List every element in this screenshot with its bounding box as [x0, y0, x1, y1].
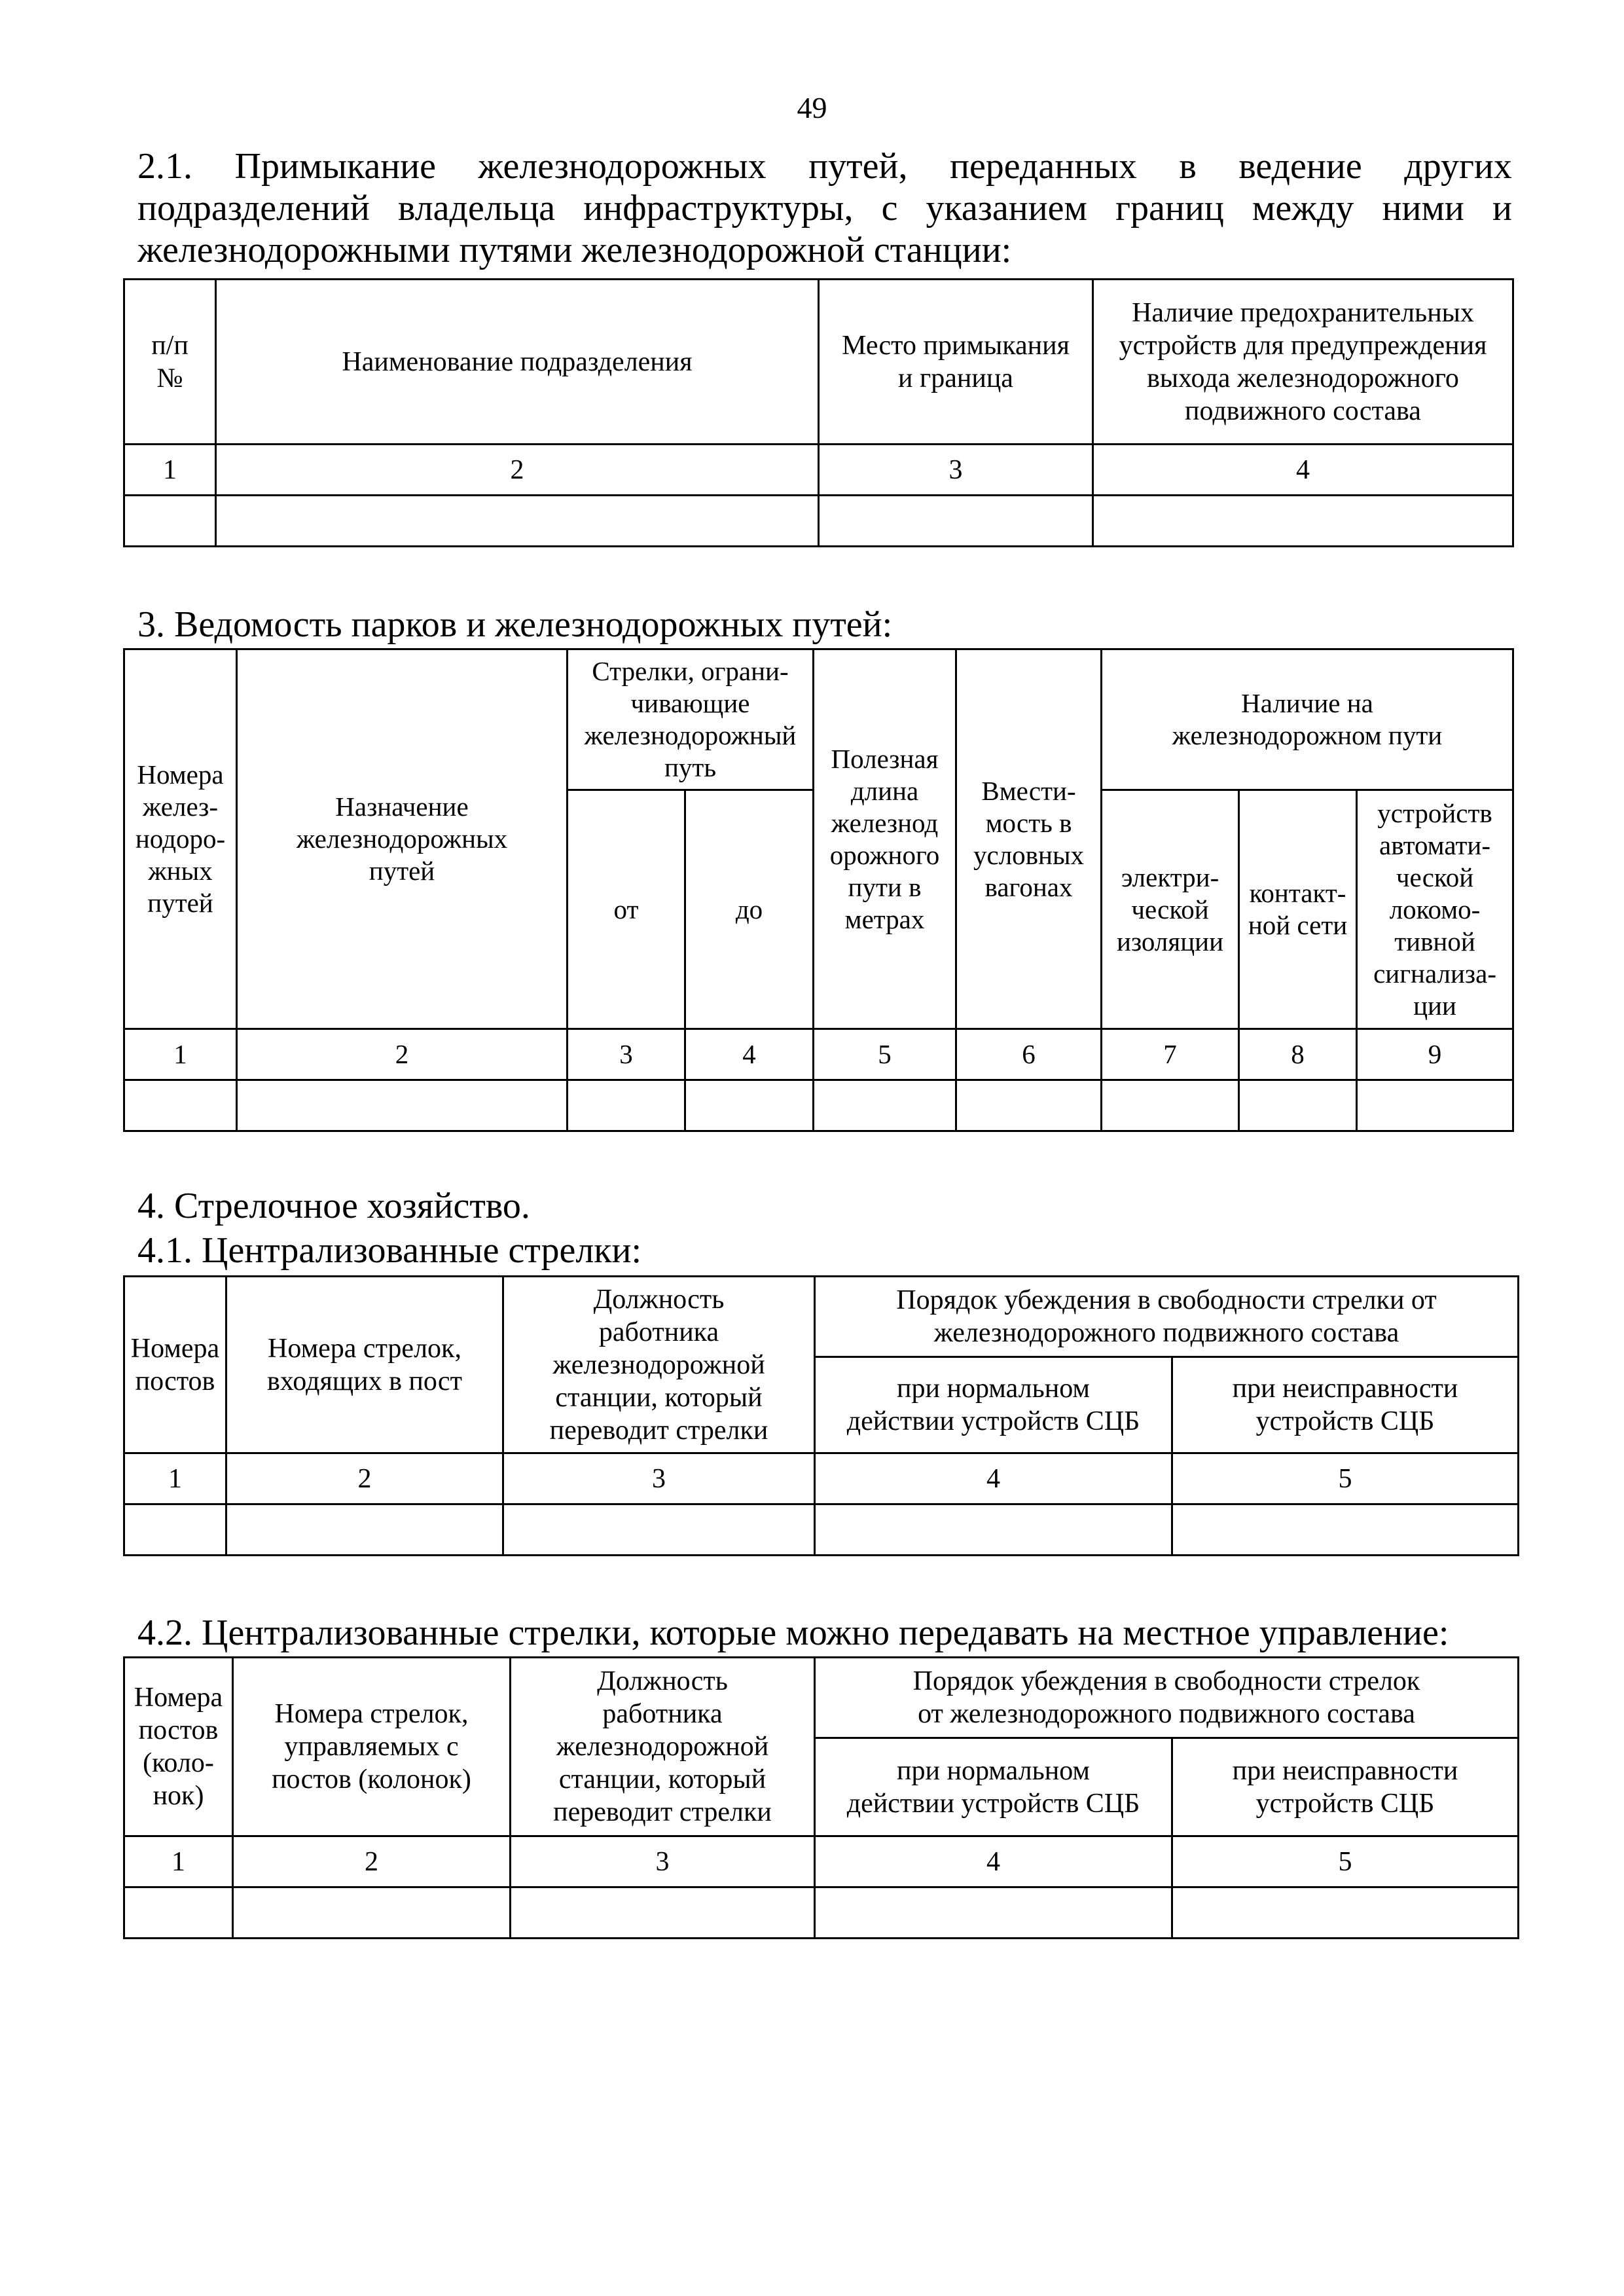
col-header-fault: при неисправности устройств СЦБ — [1172, 1738, 1519, 1836]
table-header-row — [124, 280, 1513, 445]
empty-cell[interactable] — [124, 496, 216, 547]
page-number: 49 — [797, 91, 827, 124]
column-number: 4 — [685, 1029, 814, 1080]
col-header-normal-operation: при нормальном действии устройств СЦБ — [815, 1357, 1172, 1453]
empty-cell[interactable] — [503, 1504, 815, 1556]
column-number: 1 — [124, 1836, 233, 1887]
col-header-junction: Место примыкания и граница — [819, 280, 1093, 445]
col-header-procedure: Порядок убеждения в свободности стрелки от железнодорожного подвижного состава — [815, 1277, 1519, 1357]
heading-word: подразделений — [137, 188, 370, 228]
heading-word: Примыкание — [234, 146, 436, 187]
column-number: 1 — [124, 445, 216, 496]
empty-cell[interactable] — [216, 496, 819, 547]
column-number: 5 — [814, 1029, 956, 1080]
column-number: 2 — [237, 1029, 568, 1080]
col-header-to: до — [685, 790, 814, 1029]
col-header-number: п/п № — [124, 280, 216, 445]
heading-word: и — [1492, 188, 1512, 228]
heading-word: 2.1. — [137, 146, 192, 187]
heading-word: ведение — [1238, 146, 1362, 187]
empty-cell[interactable] — [1239, 1080, 1357, 1131]
heading-word: границ — [1115, 188, 1224, 228]
column-number: 1 — [124, 1029, 237, 1080]
column-number: 4 — [815, 1836, 1172, 1887]
table-adjacent-tracks — [123, 278, 1514, 547]
empty-cell[interactable] — [815, 1887, 1172, 1939]
column-number: 2 — [233, 1836, 511, 1887]
empty-data-row — [124, 496, 1513, 547]
empty-cell[interactable] — [1093, 496, 1513, 547]
table-header-row-1 — [124, 1277, 1519, 1357]
col-header-electric-insulation: электри- ческой изоляции — [1102, 790, 1239, 1029]
column-number: 5 — [1172, 1836, 1519, 1887]
heading-line-3 — [137, 229, 1512, 271]
col-header-normal-operation: при нормальном действии устройств СЦБ — [815, 1738, 1172, 1836]
column-number-row — [124, 445, 1513, 496]
column-number: 4 — [1093, 445, 1513, 496]
col-header-procedure: Порядок убеждения в свободности стрелок от железнодорожного подвижного состава — [815, 1658, 1519, 1738]
section-4-2-heading: 4.2. Централизованные стрелки, которые можно передавать на местное управление: — [137, 1613, 1449, 1653]
col-header-useful-length: Полезная длина железнод орожного пути в метрах — [814, 649, 956, 1029]
empty-cell[interactable] — [815, 1504, 1172, 1556]
column-number: 2 — [216, 445, 819, 496]
empty-cell[interactable] — [814, 1080, 956, 1131]
heading-line-1 — [137, 145, 1512, 187]
col-header-switches: Стрелки, ограни- чивающие железнодорожный путь — [568, 649, 814, 790]
col-header-presence: Наличие на железнодорожном пути — [1102, 649, 1513, 790]
column-number: 1 — [124, 1453, 226, 1504]
heading-line-2 — [137, 187, 1512, 229]
heading-word: путей, — [808, 146, 908, 187]
empty-cell[interactable] — [237, 1080, 568, 1131]
empty-cell[interactable] — [1102, 1080, 1239, 1131]
column-number-row — [124, 1029, 1513, 1080]
empty-cell[interactable] — [1172, 1887, 1519, 1939]
empty-cell[interactable] — [124, 1080, 237, 1131]
empty-cell[interactable] — [956, 1080, 1102, 1131]
table-parks-and-tracks — [123, 648, 1514, 1132]
column-number: 8 — [1239, 1029, 1357, 1080]
column-number: 3 — [503, 1453, 815, 1504]
heading-word: с — [881, 188, 898, 228]
empty-data-row — [124, 1504, 1519, 1556]
column-number: 2 — [226, 1453, 503, 1504]
empty-cell[interactable] — [568, 1080, 685, 1131]
col-header-safety-devices: Наличие предохранительных устройств для предупреждения выхода железнодорожного подвижного состава — [1093, 280, 1513, 445]
column-number: 9 — [1357, 1029, 1513, 1080]
empty-cell[interactable] — [819, 496, 1093, 547]
empty-data-row — [124, 1887, 1519, 1939]
table-local-control-switches — [123, 1656, 1519, 1939]
table-centralized-switches — [123, 1275, 1519, 1556]
col-header-fault: при неисправности устройств СЦБ — [1172, 1357, 1519, 1453]
column-number: 7 — [1102, 1029, 1239, 1080]
empty-cell[interactable] — [511, 1887, 815, 1939]
column-number: 5 — [1172, 1453, 1519, 1504]
col-header-switch-numbers: Номера стрелок, управляемых с постов (колонок) — [233, 1658, 511, 1836]
column-number: 6 — [956, 1029, 1102, 1080]
heading-word: инфраструктуры, — [583, 188, 854, 228]
empty-cell[interactable] — [685, 1080, 814, 1131]
column-number: 3 — [511, 1836, 815, 1887]
column-number-row — [124, 1836, 1519, 1887]
col-header-posts: Номера постов — [124, 1277, 226, 1453]
heading-word: владельца — [397, 188, 556, 228]
col-header-contact-network: контакт- ной сети — [1239, 790, 1357, 1029]
col-header-subdivision: Наименование подразделения — [216, 280, 819, 445]
col-header-capacity: Вмести- мость в условных вагонах — [956, 649, 1102, 1029]
heading-word: между — [1252, 188, 1354, 228]
empty-cell[interactable] — [1357, 1080, 1513, 1131]
col-header-purpose: Назначение железнодорожных путей — [237, 649, 568, 1029]
heading-word: переданных — [949, 146, 1137, 187]
table-header-row-1 — [124, 1658, 1519, 1738]
col-header-position: Должность работника железнодорожной станции, который переводит стрелки — [511, 1658, 815, 1836]
heading-word: других — [1404, 146, 1512, 187]
col-header-track-numbers: Номера желез- нодоро- жных путей — [124, 649, 237, 1029]
heading-word: железнодорожных — [478, 146, 767, 187]
empty-cell[interactable] — [226, 1504, 503, 1556]
section-4-heading: 4. Стрелочное хозяйство. — [137, 1186, 530, 1226]
heading-word: железнодорожными путями железнодорожной станции: — [137, 230, 1012, 270]
heading-word: в — [1179, 146, 1197, 187]
column-number-row — [124, 1453, 1519, 1504]
section-3-heading: 3. Ведомость парков и железнодорожных путей: — [137, 604, 893, 645]
section-2-1-heading — [137, 145, 1512, 271]
section-4-1-heading: 4.1. Централизованные стрелки: — [137, 1230, 641, 1271]
col-header-from: от — [568, 790, 685, 1029]
empty-cell[interactable] — [233, 1887, 511, 1939]
empty-data-row — [124, 1080, 1513, 1131]
col-header-alarm-devices: устройств автомати- ческой локомо- тивной сигнализа- ции — [1357, 790, 1513, 1029]
empty-cell[interactable] — [1172, 1504, 1519, 1556]
column-number: 3 — [568, 1029, 685, 1080]
col-header-posts: Номера постов (коло- нок) — [124, 1658, 233, 1836]
empty-cell[interactable] — [124, 1504, 226, 1556]
column-number: 3 — [819, 445, 1093, 496]
table-header-row-1 — [124, 649, 1513, 790]
empty-cell[interactable] — [124, 1887, 233, 1939]
heading-word: указанием — [926, 188, 1087, 228]
heading-word: ними — [1382, 188, 1464, 228]
column-number: 4 — [815, 1453, 1172, 1504]
col-header-position: Должность работника железнодорожной станции, который переводит стрелки — [503, 1277, 815, 1453]
col-header-switch-numbers: Номера стрелок, входящих в пост — [226, 1277, 503, 1453]
